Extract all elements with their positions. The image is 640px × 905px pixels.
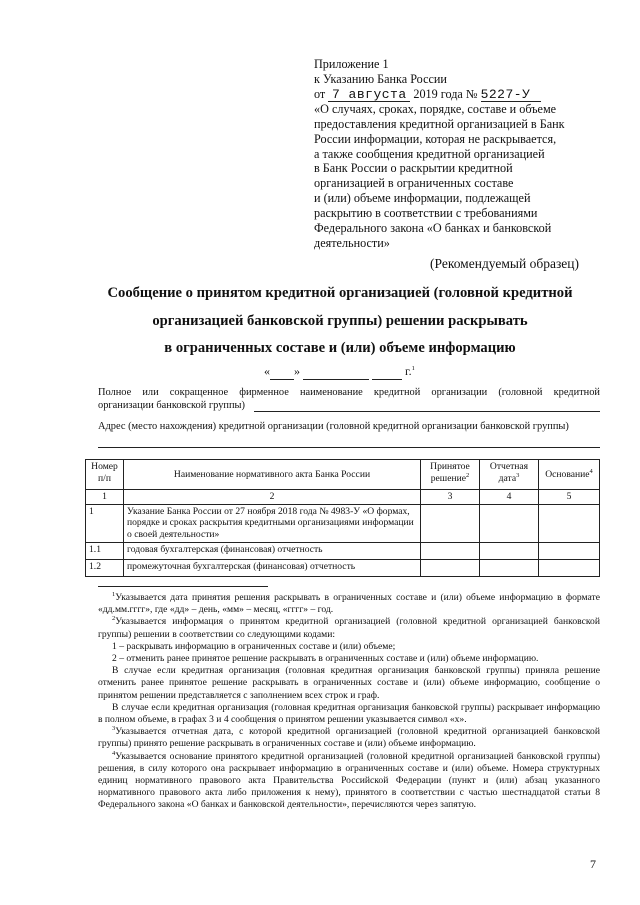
footnote-1-mark: 1 — [112, 590, 116, 598]
paragraph-cancel: В случае если кредитная организация (головная кредитная организация банковской группы) приняла решение отменить ранее принятое решение раскрывать в ограниченных составе и (или) объеме информацию, сообщение о принятом решении представляется с заполнением всех строк и граф. — [98, 665, 600, 701]
header-name: Наименование нормативного акта Банка России — [124, 460, 421, 490]
appendix-line-3: России информации, которая не раскрывается, — [314, 131, 557, 146]
footnote-2-text: Указывается информация о принятом кредитной организацией (головной кредитной организацией банковской группы) решении в соответствии со следующими кодами: — [98, 616, 600, 640]
address-blank[interactable] — [98, 447, 600, 448]
row-basis-cell[interactable] — [539, 559, 600, 576]
month-blank[interactable] — [303, 364, 369, 380]
header-basis — [539, 460, 600, 490]
row-date-cell[interactable] — [480, 559, 539, 576]
appendix-line-5: в Банк России о раскрытии кредитной — [314, 161, 513, 176]
address-label: Адрес (место нахождения) кредитной организации (головной кредитной организации банковской группы) — [98, 421, 569, 432]
appendix-line-10: деятельности» — [314, 235, 390, 250]
open-quote: « — [264, 364, 270, 378]
org-name-blank-1[interactable] — [254, 411, 600, 412]
year-suffix: г. — [405, 364, 412, 378]
col-number-5: 5 — [539, 490, 600, 505]
column-number-row — [86, 490, 600, 505]
document-title-line-2: организацией банковской группы) решении раскрывать — [152, 313, 528, 329]
footnote-2 — [98, 616, 600, 640]
appendix-date-line — [314, 87, 565, 102]
footnote-ref-3: 3 — [516, 471, 520, 479]
row-decision-cell[interactable] — [421, 504, 480, 542]
footnote-4-mark: 4 — [112, 749, 116, 757]
appendix-line-7: и (или) объеме информации, подлежащей — [314, 191, 531, 206]
day-blank[interactable] — [270, 364, 294, 380]
org-name-label-2: организации банковской группы) — [98, 400, 245, 411]
paragraph-full: В случае если кредитная организация (головная кредитная организация банковской группы) раскрывает информацию в полном объеме, в графах 3 и 4 сообщения о принятом решении указывается символ «х». — [98, 701, 600, 726]
col-number-1: 1 — [86, 490, 124, 505]
date-year: 2019 года № — [413, 86, 478, 101]
col-number-4: 4 — [480, 490, 539, 505]
row-text: Указание Банка России от 27 ноября 2018 года № 4983-У «О формах, порядке и сроках раскрытия кредитными организациями информации о своей деятельности» — [124, 504, 421, 542]
handwritten-number: 5227-У — [481, 89, 541, 102]
code-1: 1 – раскрывать информацию в ограниченных составе и (или) объеме; — [112, 640, 396, 652]
year-blank[interactable] — [372, 364, 402, 380]
appendix-line-6: организацией в ограниченных составе — [314, 176, 514, 191]
appendix-line-4: а также сообщения кредитной организацией — [314, 146, 545, 161]
date-prefix: от — [314, 86, 326, 101]
appendix-line-8: раскрытию в соответствии с требованиями — [314, 206, 538, 221]
sample-note: (Рекомендуемый образец) — [430, 256, 579, 271]
header-decision — [421, 460, 480, 490]
footnote-3-mark: 3 — [112, 725, 116, 733]
footnote-4-text: Указывается основание принятого кредитной организацией (головной кредитной организацией банковской группы) решения, в силу которого она раскрывает информацию в ограниченных составе и (или) объеме. Номера структурных единиц нормативного правового акта Правительства Российской Федерации (пункт и (или) абзац указанного нормативного правового акта либо приложения к нему), принятого в соответствии с частью шестнадцатой статьи 8 Федерального закона «О банках и банковской деятельности», перечисляются через запятую. — [98, 750, 600, 811]
footnotes — [98, 592, 600, 812]
footnote-ref-1: 1 — [411, 365, 415, 372]
row-text: годовая бухгалтерская (финансовая) отчетность — [124, 542, 421, 559]
footnote-ref-2: 2 — [465, 471, 470, 479]
header-date-text: Отчетная дата — [489, 461, 529, 484]
footnote-separator — [98, 586, 268, 587]
table-row — [86, 504, 600, 542]
header-decision-text: Принятое решение — [430, 461, 470, 484]
handwritten-date: 7 августа — [328, 89, 410, 102]
footnote-1-text: Указывается дата принятия решения раскрывать в ограниченных составе и (или) объеме информацию в формате «дд.мм.гггг», где «дд» – день, «мм» – месяц, «гггг» – год. — [98, 592, 600, 616]
decision-table — [85, 459, 600, 577]
table-header-row — [86, 460, 600, 490]
header-basis-text: Основание — [545, 468, 590, 480]
row-text: промежуточная бухгалтерская (финансовая) отчетность — [124, 559, 421, 576]
decision-date-line — [264, 364, 415, 380]
code-2: 2 – отменить ранее принятое решение раскрывать в ограниченных составе и (или) объеме информацию. — [112, 653, 539, 665]
row-num: 1.1 — [86, 542, 124, 559]
close-quote: » — [294, 364, 300, 378]
footnote-2-mark: 2 — [112, 615, 116, 623]
header-num: Номер п/п — [86, 460, 124, 490]
appendix-line-1: «О случаях, сроках, порядке, составе и объеме — [314, 101, 557, 116]
footnote-1 — [98, 592, 600, 616]
appendix-line-2: предоставления кредитной организацией в Банк — [314, 116, 565, 131]
row-date-cell[interactable] — [480, 542, 539, 559]
row-num: 1 — [86, 504, 124, 542]
org-name-label-1: Полное или сокращенное фирменное наименование кредитной организации (головной кредитной — [98, 387, 600, 398]
footnote-3-text: Указывается отчетная дата, с которой кредитной организацией (головной кредитной организацией банковской группы) принято решение раскрывать в ограниченных составе и (или) объеме информацию. — [98, 726, 600, 750]
appendix-header — [314, 57, 565, 251]
table-row — [86, 542, 600, 559]
row-num: 1.2 — [86, 559, 124, 576]
row-date-cell[interactable] — [480, 504, 539, 542]
document-title-line-1: Сообщение о принятом кредитной организацией (головной кредитной — [107, 285, 573, 301]
col-number-3: 3 — [421, 490, 480, 505]
header-date — [480, 460, 539, 490]
col-number-2: 2 — [124, 490, 421, 505]
document-title-line-3: в ограниченных составе и (или) объеме информацию — [164, 340, 516, 356]
footnote-3 — [98, 726, 600, 750]
row-basis-cell[interactable] — [539, 542, 600, 559]
row-decision-cell[interactable] — [421, 542, 480, 559]
row-decision-cell[interactable] — [421, 559, 480, 576]
appendix-ref: к Указанию Банка России — [314, 71, 447, 86]
footnote-ref-4: 4 — [589, 467, 593, 475]
table-row — [86, 559, 600, 576]
footnote-4 — [98, 751, 600, 812]
page-number: 7 — [590, 857, 596, 871]
row-basis-cell[interactable] — [539, 504, 600, 542]
appendix-line-9: Федерального закона «О банках и банковской — [314, 221, 552, 236]
appendix-title: Приложение 1 — [314, 57, 389, 71]
